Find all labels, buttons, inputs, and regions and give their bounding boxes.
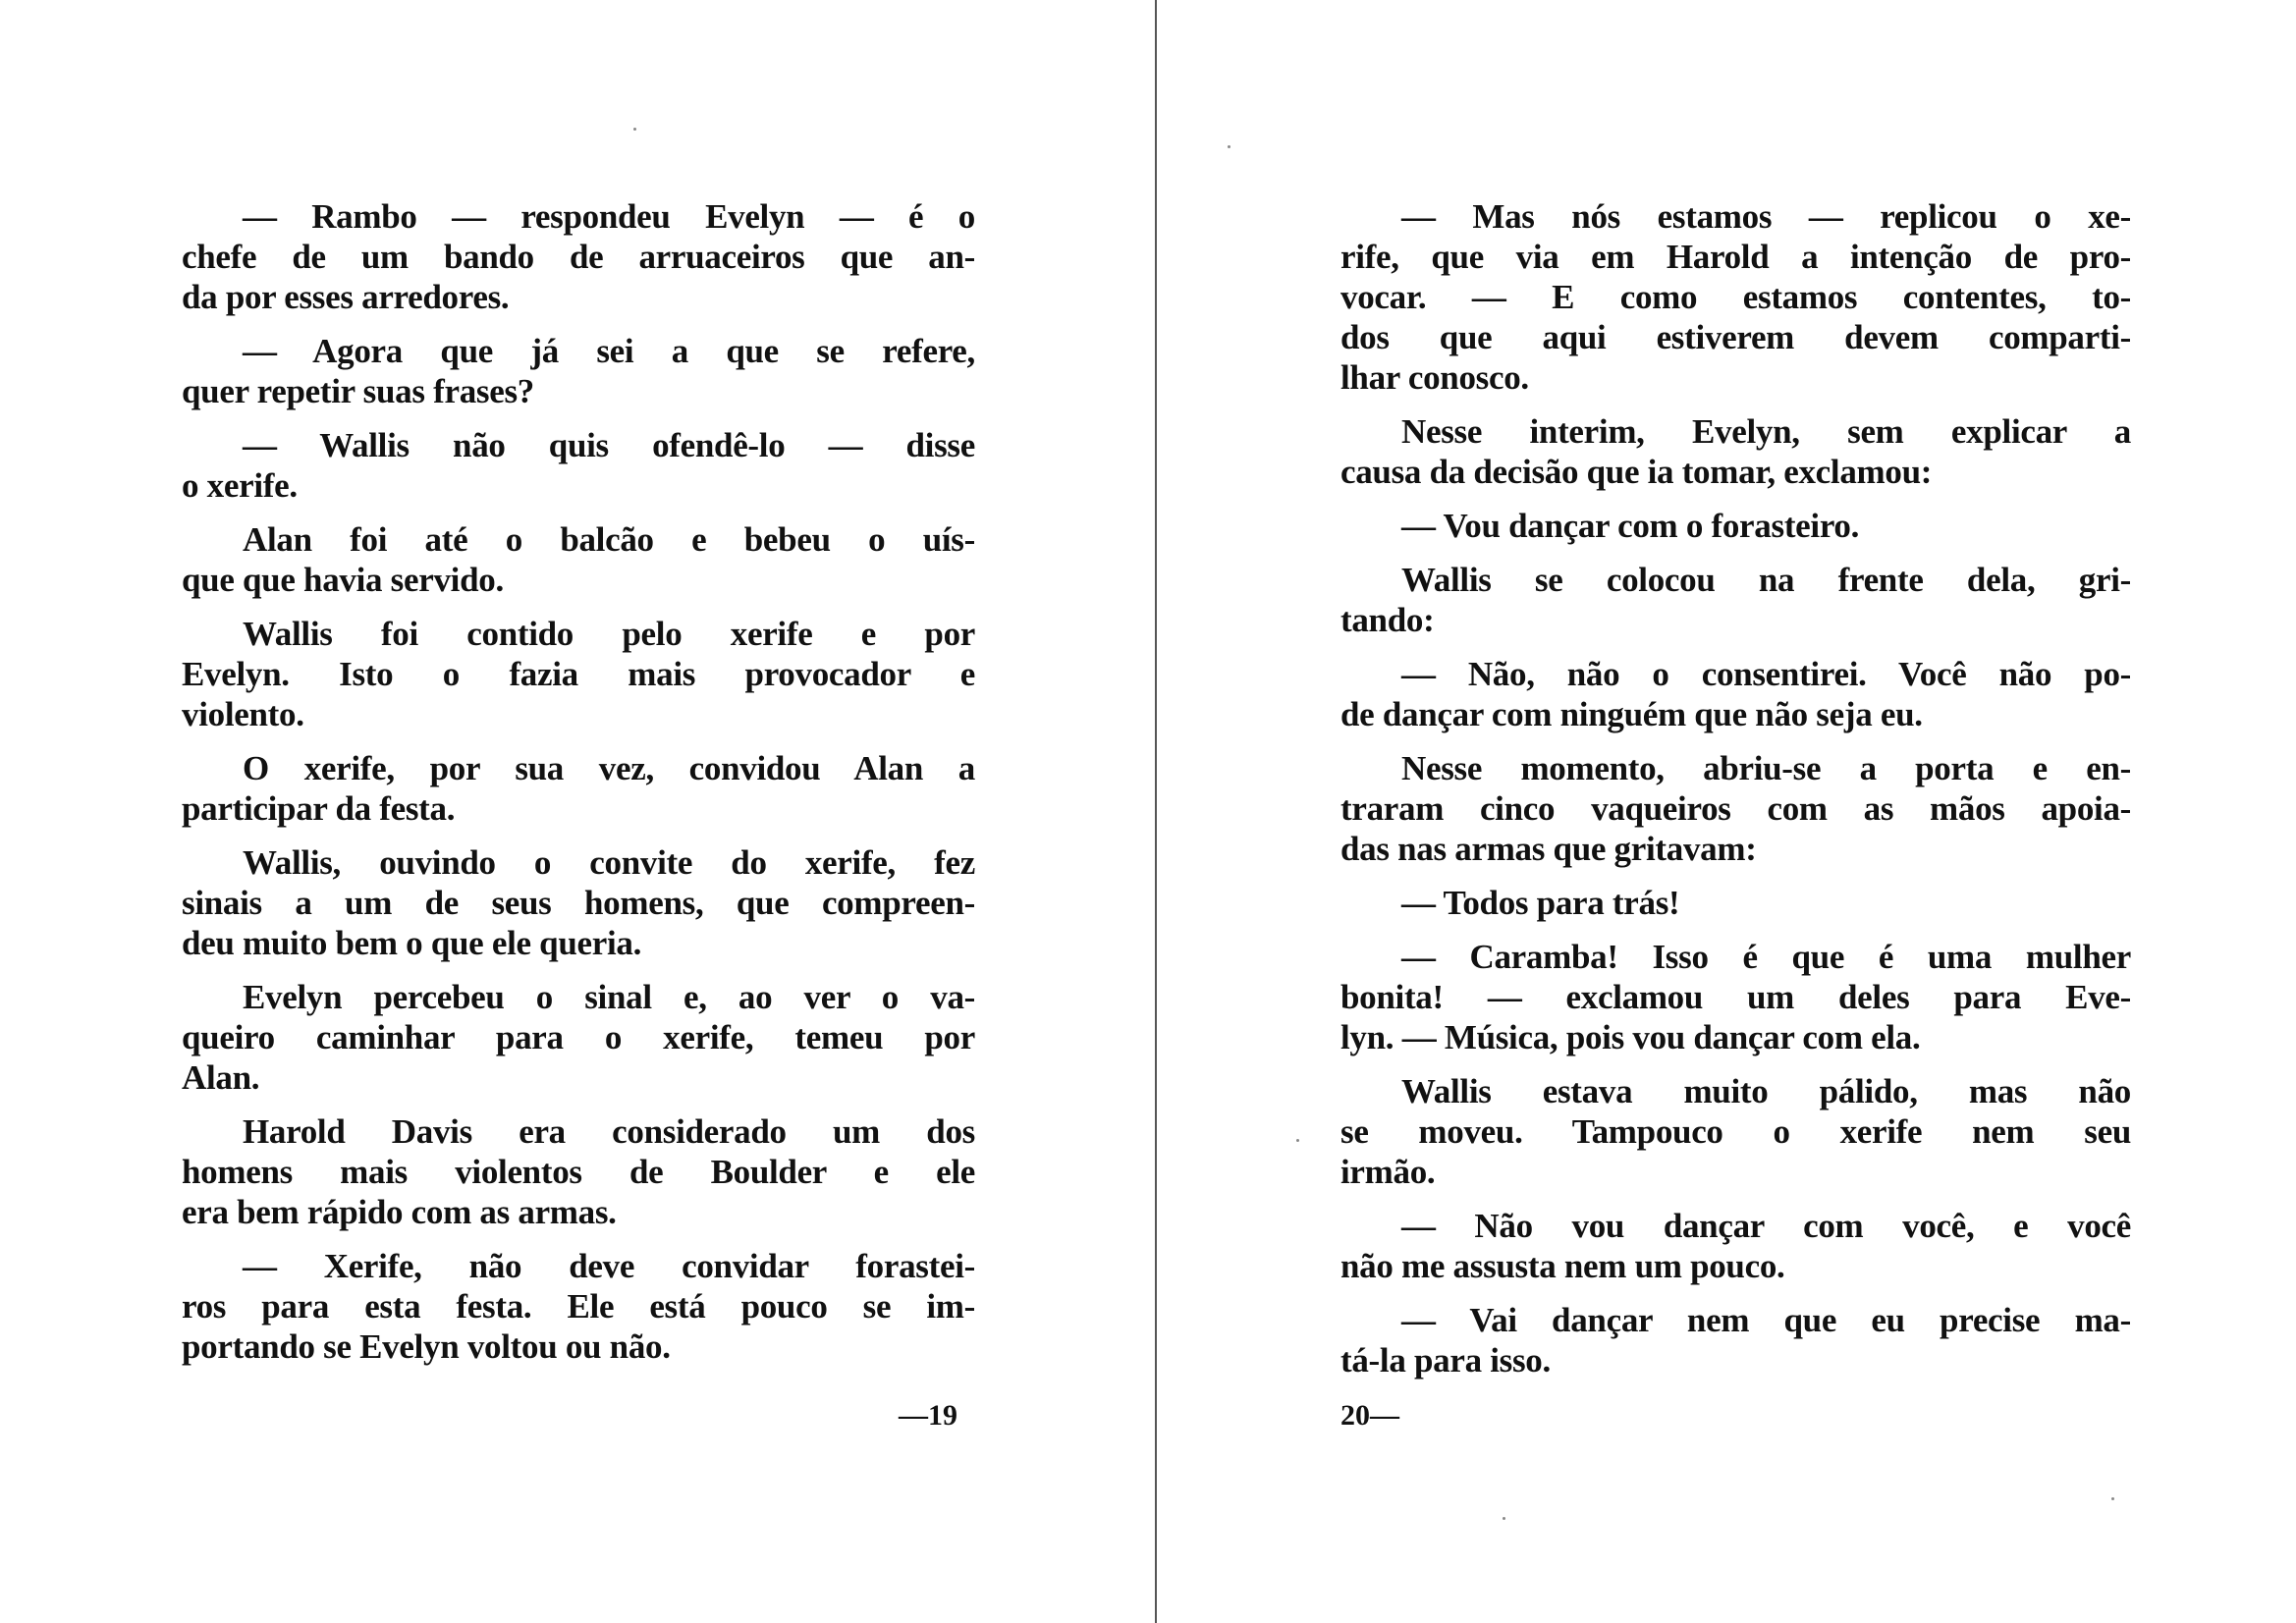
scan-speck xyxy=(1296,1139,1299,1142)
text-line: portando se Evelyn voltou ou não. xyxy=(182,1327,671,1366)
page-number-left: —19 xyxy=(899,1399,957,1432)
text-line: quer repetir suas frases? xyxy=(182,372,535,410)
text-line: lyn. — Música, pois vou dançar com ela. xyxy=(1340,1018,1921,1056)
text-line: Evelyn percebeu o sinal e, ao ver o va- xyxy=(243,978,975,1016)
right-page-text xyxy=(1340,196,2131,1394)
paragraph xyxy=(1340,1071,2131,1192)
text-line: — Vai dançar nem que eu precise ma- xyxy=(1401,1301,2131,1339)
text-line: bonita! — exclamou um deles para Eve- xyxy=(1340,978,2131,1016)
scan-speck xyxy=(633,128,636,131)
paragraph xyxy=(182,331,975,411)
paragraph xyxy=(1340,654,2131,734)
text-line: Wallis foi contido pelo xerife e por xyxy=(243,615,975,653)
paragraph xyxy=(1340,1300,2131,1380)
text-line: participar da festa. xyxy=(182,789,456,828)
text-line: homens mais violentos de Boulder e ele xyxy=(182,1153,975,1191)
text-line: das nas armas que gritavam: xyxy=(1340,830,1757,868)
text-line: — Wallis não quis ofendê-lo — disse xyxy=(243,426,975,464)
text-line: ros para esta festa. Ele está pouco se im- xyxy=(182,1287,975,1325)
text-line: — Todos para trás! xyxy=(1401,884,1680,922)
scan-speck xyxy=(1228,145,1230,148)
text-line: — Xerife, não deve convidar forastei- xyxy=(243,1247,975,1285)
paragraph xyxy=(182,748,975,829)
text-line: que que havia servido. xyxy=(182,561,504,599)
text-line: irmão. xyxy=(1340,1153,1436,1191)
text-line: Nesse interim, Evelyn, sem explicar a xyxy=(1401,412,2131,451)
paragraph xyxy=(1340,506,2131,546)
text-line: rife, que via em Harold a intenção de pro- xyxy=(1340,238,2131,276)
text-line: tando: xyxy=(1340,601,1435,639)
text-line: vocar. — E como estamos contentes, to- xyxy=(1340,278,2131,316)
text-line: O xerife, por sua vez, convidou Alan a xyxy=(243,749,975,787)
text-line: o xerife. xyxy=(182,466,298,505)
text-line: Alan. xyxy=(182,1058,260,1097)
paragraph xyxy=(1340,196,2131,398)
paragraph xyxy=(182,196,975,317)
text-line: — Não, não o consentirei. Você não po- xyxy=(1401,655,2131,693)
paragraph xyxy=(182,425,975,506)
paragraph xyxy=(1340,883,2131,923)
page-number-right: 20— xyxy=(1340,1399,1399,1432)
text-line: violento. xyxy=(182,695,304,733)
text-line: chefe de um bando de arruaceiros que an- xyxy=(182,238,975,276)
text-line: Evelyn. Isto o fazia mais provocador e xyxy=(182,655,975,693)
paragraph xyxy=(182,519,975,600)
book-gutter-divider xyxy=(1155,0,1157,1623)
text-line: sinais a um de seus homens, que compreen- xyxy=(182,884,975,922)
paragraph xyxy=(182,1246,975,1367)
text-line: queiro caminhar para o xerife, temeu por xyxy=(182,1018,975,1056)
paragraph xyxy=(1340,1206,2131,1286)
text-line: — Vou dançar com o forasteiro. xyxy=(1401,507,1860,545)
text-line: de dançar com ninguém que não seja eu. xyxy=(1340,695,1923,733)
text-line: causa da decisão que ia tomar, exclamou: xyxy=(1340,453,1933,491)
text-line: tá-la para isso. xyxy=(1340,1341,1551,1380)
text-line: — Rambo — respondeu Evelyn — é o xyxy=(243,197,975,236)
text-line: lhar conosco. xyxy=(1340,358,1529,397)
paragraph xyxy=(1340,411,2131,492)
scan-speck xyxy=(2111,1497,2114,1500)
paragraph xyxy=(182,842,975,963)
text-line: Nesse momento, abriu-se a porta e en- xyxy=(1401,749,2131,787)
text-line: — Mas nós estamos — replicou o xe- xyxy=(1401,197,2131,236)
text-line: — Não vou dançar com você, e você xyxy=(1401,1207,2131,1245)
text-line: se moveu. Tampouco o xerife nem seu xyxy=(1340,1112,2131,1151)
text-line: deu muito bem o que ele queria. xyxy=(182,924,642,962)
paragraph xyxy=(182,977,975,1098)
scan-speck xyxy=(1503,1517,1505,1520)
paragraph xyxy=(1340,560,2131,640)
text-line: traram cinco vaqueiros com as mãos apoia- xyxy=(1340,789,2131,828)
left-page-text xyxy=(182,196,975,1380)
text-line: era bem rápido com as armas. xyxy=(182,1193,617,1231)
text-line: Wallis, ouvindo o convite do xerife, fez xyxy=(243,843,975,882)
text-line: não me assusta nem um pouco. xyxy=(1340,1247,1785,1285)
text-line: da por esses arredores. xyxy=(182,278,510,316)
text-line: dos que aqui estiverem devem comparti- xyxy=(1340,318,2131,356)
text-line: Alan foi até o balcão e bebeu o uís- xyxy=(243,520,975,559)
text-line: Harold Davis era considerado um dos xyxy=(243,1112,975,1151)
paragraph xyxy=(1340,748,2131,869)
paragraph xyxy=(1340,937,2131,1057)
paragraph xyxy=(182,614,975,734)
text-line: Wallis se colocou na frente dela, gri- xyxy=(1401,561,2131,599)
text-line: — Caramba! Isso é que é uma mulher xyxy=(1401,938,2131,976)
paragraph xyxy=(182,1111,975,1232)
text-line: Wallis estava muito pálido, mas não xyxy=(1401,1072,2131,1110)
text-line: — Agora que já sei a que se refere, xyxy=(243,332,975,370)
